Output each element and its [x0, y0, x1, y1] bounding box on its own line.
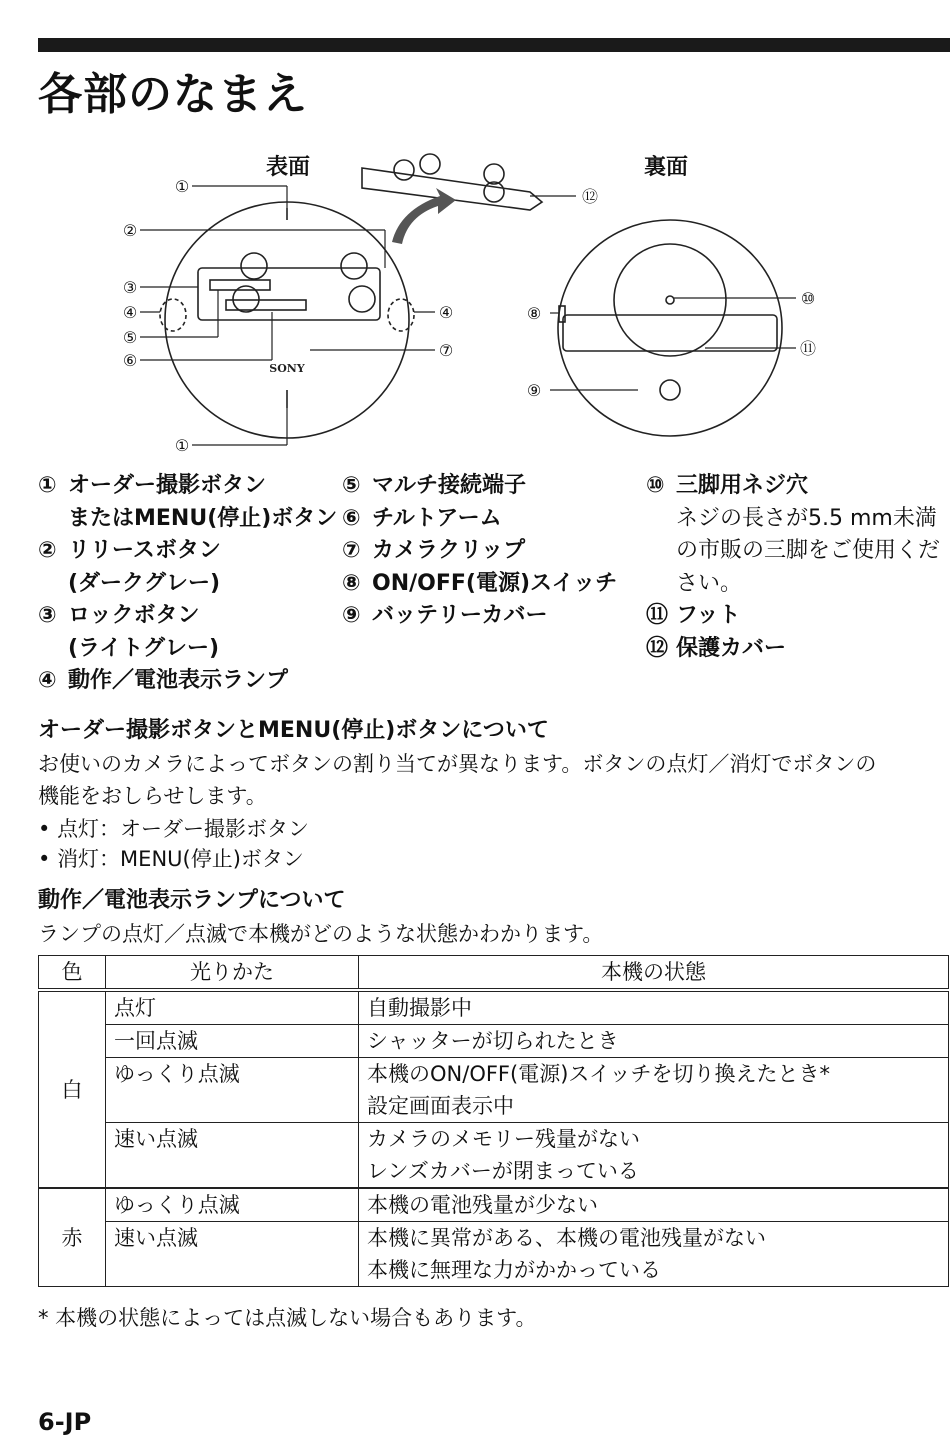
how-cell: 速い点滅: [106, 1222, 359, 1287]
part-item: ③ ロックボタン: [38, 603, 200, 628]
part-item: (ライトグレー): [68, 635, 220, 661]
part-item: の市販の三脚をご使用くだ: [676, 538, 941, 563]
state-cell: カメラのメモリー残量がない レンズカバーが閉まっている: [359, 1123, 949, 1189]
section-heading-lamp: 動作／電池表示ランプについて: [38, 888, 346, 913]
back-body: [558, 220, 782, 436]
state-cell: 自動撮影中: [359, 990, 949, 1025]
part-item: ⑤ マルチ接続端子: [342, 473, 527, 498]
callout-1b: ①: [174, 436, 190, 455]
callout-4: ④: [122, 303, 138, 322]
clip-slot: [210, 280, 270, 290]
section-heading-buttons: オーダー撮影ボタンとMENU(停止)ボタンについて: [38, 718, 549, 743]
table-row: [39, 1123, 949, 1189]
state-cell: 本機の電池残量が少ない: [359, 1188, 949, 1222]
color-cell: 赤: [39, 1188, 106, 1287]
table-header-row: [39, 956, 949, 991]
page-title: 各部のなまえ: [38, 69, 308, 120]
bullet-item: • 点灯：オーダー撮影ボタン: [38, 817, 310, 841]
part-item: ⑦ カメラクリップ: [342, 538, 526, 563]
back-label: 裏面: [644, 155, 689, 180]
table-row: [39, 1025, 949, 1058]
foot: [614, 244, 726, 356]
callout-11: ⑪: [799, 339, 817, 358]
bullet-item: • 消灯：MENU(停止)ボタン: [38, 847, 304, 871]
part-item: ① オーダー撮影ボタン: [38, 473, 267, 498]
part-item: ⑩ 三脚用ネジ穴: [646, 473, 809, 498]
part-item: ⑨ バッテリーカバー: [342, 603, 548, 628]
part-item: またはMENU(停止)ボタン: [68, 505, 338, 531]
callout-10: ⑩: [800, 289, 816, 308]
callout-4b: ④: [438, 303, 454, 322]
state-cell: 本機に異常がある、本機の電池残量がない 本機に無理な力がかかっている: [359, 1222, 949, 1287]
table-row: [39, 990, 949, 1025]
column-header: 色: [39, 956, 106, 991]
part-item: ⑥ チルトアーム: [342, 505, 502, 531]
part-item: ② リリースボタン: [38, 538, 221, 563]
part-item: ⑫ 保護カバー: [646, 635, 787, 661]
part-item: ⑧ ON/OFF(電源)スイッチ: [342, 570, 618, 596]
how-cell: 点灯: [106, 990, 359, 1025]
part-item: (ダークグレー): [68, 570, 221, 596]
table-row: [39, 1058, 949, 1123]
lamp-status-table: [38, 955, 949, 1287]
part-item: ⑪ フット: [646, 603, 741, 628]
device-illustration: [100, 140, 850, 470]
battery-cover: [563, 315, 777, 351]
callout-6: ⑥: [122, 351, 138, 370]
callout-3: ③: [122, 278, 138, 297]
callout-1: ①: [174, 177, 190, 196]
callout-12: ⑫: [581, 187, 599, 206]
parts-list: [38, 470, 950, 700]
callout-9: ⑨: [526, 381, 542, 400]
callout-8: ⑧: [526, 304, 542, 323]
callout-2: ②: [122, 221, 138, 240]
parts-col-3: [646, 470, 940, 665]
footnote: * 本機の状態によっては点滅しない場合もあります。: [38, 1306, 537, 1330]
front-label: 表面: [266, 155, 311, 180]
table-row: [39, 1222, 949, 1287]
section-body-line: 機能をおしらせします。: [38, 784, 267, 808]
brand-logo: SONY: [269, 362, 305, 375]
camera-clip-plate: [198, 268, 380, 320]
callout-5: ⑤: [122, 328, 138, 347]
parts-diagram: [100, 140, 850, 470]
how-cell: ゆっくり点滅: [106, 1058, 359, 1123]
column-header: 本機の状態: [359, 956, 949, 991]
tripod-hole: [666, 296, 674, 304]
page-number: 6-JP: [38, 1408, 92, 1436]
how-cell: ゆっくり点滅: [106, 1188, 359, 1222]
parts-col-2: [342, 470, 617, 633]
part-item: ④ 動作／電池表示ランプ: [38, 668, 289, 693]
part-item: さい。: [676, 570, 743, 596]
column-header: 光りかた: [106, 956, 359, 991]
protective-cover: [362, 168, 542, 210]
parts-col-1: [38, 470, 337, 698]
state-cell: 本機のON/OFF(電源)スイッチを切り換えたとき* 設定画面表示中: [359, 1058, 949, 1123]
header-rule: [38, 38, 950, 52]
state-cell: シャッターが切られたとき: [359, 1025, 949, 1058]
callout-7: ⑦: [438, 341, 454, 360]
table-row: [39, 1188, 949, 1222]
how-cell: 速い点滅: [106, 1123, 359, 1189]
section-body-line: ランプの点灯／点滅で本機がどのような状態かわかります。: [38, 922, 604, 946]
part-item: ネジの長さが5.5 mm未満: [676, 505, 937, 531]
color-cell: 白: [39, 990, 106, 1188]
how-cell: 一回点滅: [106, 1025, 359, 1058]
section-body-line: お使いのカメラによってボタンの割り当てが異なります。ボタンの点灯／消灯でボタンの: [38, 752, 877, 776]
